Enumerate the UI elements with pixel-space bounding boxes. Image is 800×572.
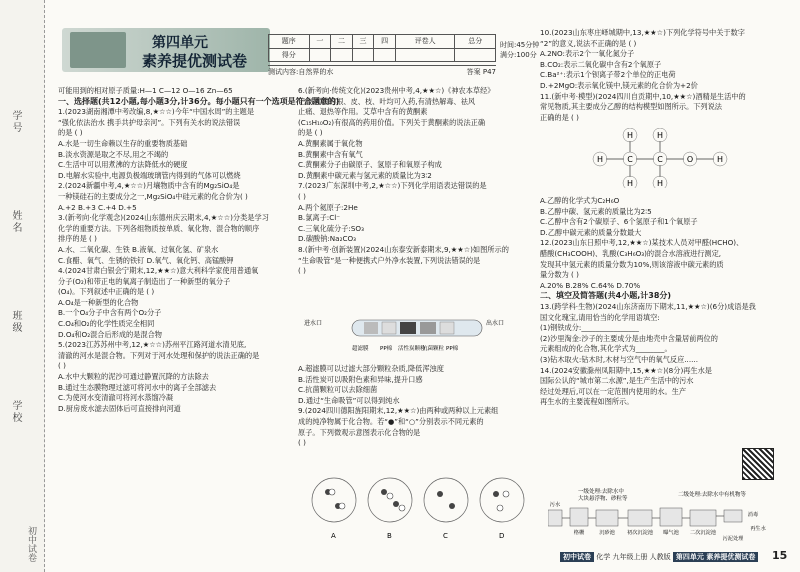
question-line: A.超滤膜可以过滤大部分颗粒杂质,降低浑浊度 [298,364,444,373]
question-line: D.通过“生命吸管”可以得到纯水 [298,395,400,405]
flow-item: 再生水 [750,526,766,532]
question-line: 1.(2023湖南湘潭中考改编,8,★☆☆)今年“中国水周”的主题是 [58,107,255,117]
score-cell[interactable] [374,48,396,62]
school-label: 学校 [10,400,21,424]
title-banner [62,28,270,72]
question-line: D.O₄和O₂混合后形成的是混合物 [58,329,162,339]
question-line: C.生活中可以用煮沸的方法降低水的硬度 [58,160,188,170]
question-line: C.食醋、氧气、生锈的铁钉 D.氧气、氧化钙、高锰酸钾 [58,255,234,265]
question-line: 化学的重要方法。下列各组物质按单质、氧化物、混合物的顺序 [58,223,260,233]
svg-text:H: H [656,179,664,188]
option-label: A [331,532,336,540]
question-line: 经过处理后,可以在一定范围内使用的水。生产 [540,386,687,396]
score-head: 一 [309,35,331,49]
footer-book: 化学 九年级上册 人教版 [596,553,671,561]
question-line: ( ) [298,191,306,201]
question-line: 分子(O₂)和带正电的氧离子制造出了一种新型的氧分子 [58,276,231,286]
flow-item: 曝气池 [663,530,679,536]
option-label: C [443,532,448,540]
question-line: C.乙醇中含有2个碳原子、6个氢原子和1个氧原子 [540,217,698,227]
filter-segment [400,322,416,334]
question-line: 的是 ( ) [298,128,323,138]
question-line: 发现其中氢元素的质量分数为10%,则该溶液中碳元素的质 [540,259,724,269]
score-head: 评卷人 [395,35,454,49]
question-line: 9.(2024四川德阳旌阳期末,12,★★☆)由两种或两种以上元素组 [298,406,499,416]
question-line: ( ) [298,266,306,276]
score-cell[interactable] [395,48,454,62]
right-column [540,28,790,123]
name-label: 姓名 [10,210,21,234]
svg-text:H: H [716,155,724,164]
question-line: B.通过生态膜物理过滤可将河水中的离子全部滤去 [58,382,217,392]
question-line: 2.(2024新疆中考,4,★☆☆)月壤物质中含有的Mg₂SiO₄是 [58,181,240,191]
question-line: C.O₄和O₂的化学性质完全相同 [58,319,155,329]
question-line: B.乙醇中碳、氢元素的质量比为2∶5 [540,206,652,216]
scope-line [268,65,496,77]
flow-item: 消毒 [747,512,759,518]
time-info [500,40,539,60]
question-line: 止痛、退热等作用。艾草中含有的黄酮素 [298,107,428,117]
question-line: A.O₄是一种新型的化合物 [58,297,139,307]
question-line: D.碳酸钠:Na₂CO₃ [298,234,357,244]
question-line: 一种镁硅石的主要成分之一,Mg₂SiO₄中硅元素的化合价为( ) [58,191,248,201]
flow-item: 二次沉淀池 [690,530,716,536]
flow-item: 初次沉淀池 [627,530,653,536]
question-line: 5.(2023江苏苏州中考,12,★☆☆)苏州平江路河道水清见底, [58,340,247,350]
flow-item: 格栅 [573,530,585,536]
ethanol-structure [580,128,740,188]
question-line: 13.(跨学科·生物)(2024山东济南历下期末,11,★★☆)(6分)成语是我 [540,301,756,311]
filter-segment [420,322,436,334]
question-line: A.水中大颗粒的泥沙可通过静置沉降的方法除去 [58,372,209,382]
question-line: 国文化瑰宝,请用恰当的化学用语填空: [540,312,660,322]
svg-text:O: O [686,155,694,164]
unit-title: 第四单元 [152,35,208,51]
footer-unit: 第四单元 素养提优测试卷 [673,552,758,562]
question-line: 二、填空及简答题(共4小题,计38分) [540,291,672,301]
question-line: D.黄酮素中碳元素与氢元素的质量比为3∶2 [298,170,432,180]
question-line: C.抗菌颗粒可以去除细菌 [298,385,378,395]
question-line: A.黄酮素属于氧化物 [298,138,363,148]
question-line: C.三氧化硫分子:SO₃ [298,223,364,233]
straw-label: 抗菌颗粒 [422,346,445,352]
question-line: A.+2 B.+3 C.+4 D.+5 [58,202,137,212]
question-line: 元素组成的化合物,其化学式为________。 [540,344,672,354]
question-line: B.黄酮素中含有氧气 [298,149,363,159]
question-line: D.厨房废水滤去固体后可直接排向河道 [58,403,181,413]
question-line: D.电解水实验中,电源负极端玻璃管内得到的气体可以燃烧 [58,170,241,180]
flow-label: 一级处理:去除水中 [578,489,624,495]
middle-column [298,86,534,277]
binding-margin [0,0,45,572]
question-line: 量分数为 ( ) [540,270,579,280]
question-line: “2”的意义,说法不正确的是 ( ) [540,38,637,48]
straw-label: 超滤膜 [352,346,369,352]
score-cell[interactable] [352,48,374,62]
straw-label: 活性炭颗粒 [398,346,426,352]
svg-text:H: H [626,131,634,140]
question-line: B.一个O₄分子中含有两个O₂分子 [58,308,162,318]
question-line: 3.(新考向·化学观念)(2024山东德州庆云期末,4,★☆☆)分类是学习 [58,213,269,223]
life-straw-diagram [300,310,532,362]
question-line: A.20% B.28% C.64% D.70% [540,280,641,290]
class-label: 班级 [10,310,21,334]
question-line: 的是 ( ) [58,128,83,138]
score-cell[interactable] [309,48,331,62]
test-scope: 测试内容:自然界的水 [268,68,334,76]
paper-title: 素养提优测试卷 [142,52,248,70]
water-flow-diagram [548,486,780,544]
score-head: 题序 [269,35,310,49]
score-cell[interactable] [331,48,353,62]
question-line: ( ) [298,438,306,448]
question-line: B.淡水资源是取之不尽,用之不竭的 [58,149,169,159]
footer-badge: 初中试卷 [560,552,594,562]
question-line: C.Ba²⁺:表示1个钡离子带2个单位的正电荷 [540,70,676,80]
filter-segment [440,322,454,334]
question-line: A.水、二氧化碳、生铁 B.液氧、过氧化氢、矿泉水 [58,244,219,254]
score-cell[interactable] [455,48,496,62]
question-line: 常见物质,其主要成分乙醇的结构模型如图所示。下列说法 [540,102,722,112]
score-head: 总分 [455,35,496,49]
footer [560,552,758,562]
question-line: 清澈的河水是混合物。下列对于河水处理和保护的说法正确的是 [58,350,260,360]
question-line: 12.(2023山东日照中考,12,★★☆)某技术人员对甲醛(HCHO)、 [540,238,744,248]
filter-segment [364,322,378,334]
page-number: 15 [772,549,788,562]
answer-ref: 答案 P47 [466,68,496,76]
qr-code [742,448,774,480]
question-line: (2)沙里淘金:沙子的主要成分是由地壳中含量居前两位的 [540,333,718,343]
svg-text:H: H [656,131,664,140]
filter-segment [382,322,396,334]
question-line: 国际公认的“城市第二水源”,是生产生活中的污水 [540,376,694,386]
flow-label: 大块悬浮物、砂粒等 [578,496,628,502]
time-limit: 时间:45分钟 [500,41,540,49]
question-line: B.氯离子:Cl⁻ [298,213,341,223]
question-line: 排序的是 ( ) [58,234,97,244]
svg-text:H: H [626,179,634,188]
question-line: D.乙醇中碳元素的质量分数最大 [540,227,642,237]
molecule-options [304,462,532,546]
question-line: (O₄)。下列叙述中正确的是 ( ) [58,287,155,297]
full-score: 满分:100分 [500,51,537,59]
middle-column-bottom [298,364,534,449]
question-line: 4.(2024甘肃白银会宁期末,12,★★☆)意大利科学家使用普通氧 [58,266,259,276]
score-head: 三 [352,35,374,49]
flow-label: 二级处理:去除水中有机物等 [678,492,746,498]
question-line: B.活性炭可以吸附色素和异味,提升口感 [298,374,423,384]
score-head: 四 [374,35,396,49]
option-label: B [387,532,392,540]
question-line: 可能用到的相对原子质量:H—1 C—12 O—16 Zn—65 [58,86,233,95]
brand-logo: 初中试卷 [26,526,36,562]
question-line: A.乙醇的化学式为C₂H₆O [540,196,620,205]
question-line: 醋酸(CH₃COOH)、乳酸(C₃H₆O₃)的混合水溶液进行测定, [540,248,722,258]
svg-text:C: C [657,155,663,164]
score-table [268,34,496,62]
question-line: D.+2MgO:表示氧化镁中,镁元素的化合价为+2价 [540,80,698,90]
straw-label: PP棉 [446,346,459,352]
question-line: C.黄酮素分子由碳原子、氢原子和氧原子构成 [298,160,442,170]
question-line: 6.(新考向·传统文化)(2023贵州中考,4,★★☆)《神农本草经》 [298,86,495,95]
question-line: “强化依法治水 携手共护母亲河”。下列有关水的说法错误 [58,117,241,127]
question-line: 14.(2024安徽滁州凤阳期中,15,★★☆)(8分)再生水是 [540,365,712,375]
flow-item: 沉砂池 [599,530,615,536]
outlet-label: 出水口 [486,320,505,327]
svg-text:H: H [596,155,604,164]
question-line: 8.(新中考·创新装置)(2024山东泰安新泰期末,9,★★☆)如图所示的 [298,244,509,254]
question-line: 一、选择题(共12小题,每小题3分,计36分。每小题只有一个选项是符合题意的) [58,96,340,106]
question-line: “生命吸管”是一种便携式户外净水装置,下列说法错误的是 [298,255,481,265]
question-line: 再生水的主要流程如图所示。 [540,397,634,407]
question-line: ( ) [58,361,66,371]
question-line: 7.(2023广东深圳中考,2,★☆☆)下列化学用语表达错误的是 [298,181,487,191]
question-line: 正确的是 ( ) [540,112,579,122]
question-line: 11.(新中考·模型)(2024四川自贡期中,10,★★☆)酒精是生活中的 [540,91,746,101]
score-row-label: 得分 [269,48,310,62]
question-line: (1)钢铁成分:________________ [540,323,639,333]
flow-item: 污泥处理 [722,536,744,542]
question-line: B.CO₂:表示二氧化碳中含有2个氧原子 [540,59,662,69]
straw-label: PP棉 [380,346,393,352]
question-line: 记载,柳树的根、皮、枝、叶均可入药,有清热解毒、祛风 [298,96,476,106]
banner-illustration [70,32,126,68]
question-line: A.水是一切生命赖以生存的重要物质基础 [58,138,188,148]
question-line: A.两个氦原子:2He [298,202,358,212]
question-line: (C₁₅H₁₀O₂)有很高的药用价值。下列关于黄酮素的说法正确 [298,117,486,127]
flow-item: 污水 [549,502,561,508]
question-line: (3)钻木取火:钻木时,木材与空气中的氧气反应...... [540,354,698,364]
svg-text:C: C [627,155,633,164]
score-head: 二 [331,35,353,49]
question-line: C.为使河水变清澈可将河水蒸馏冷凝 [58,393,174,403]
right-column-mid [540,196,790,408]
question-line: 10.(2023山东枣庄峄城期中,13,★★☆)下列化学符号中关于数字 [540,28,745,37]
student-id-label: 学号 [10,110,21,134]
question-line: A.2NO:表示2个一氧化氮分子 [540,49,635,59]
option-label: D [499,532,505,540]
inlet-label: 进水口 [304,320,323,327]
question-line: 成的纯净物属于化合物。若“●”和“○”分别表示不同元素的 [298,416,484,426]
question-line: 原子。下列微观示意图表示化合物的是 [298,427,421,437]
